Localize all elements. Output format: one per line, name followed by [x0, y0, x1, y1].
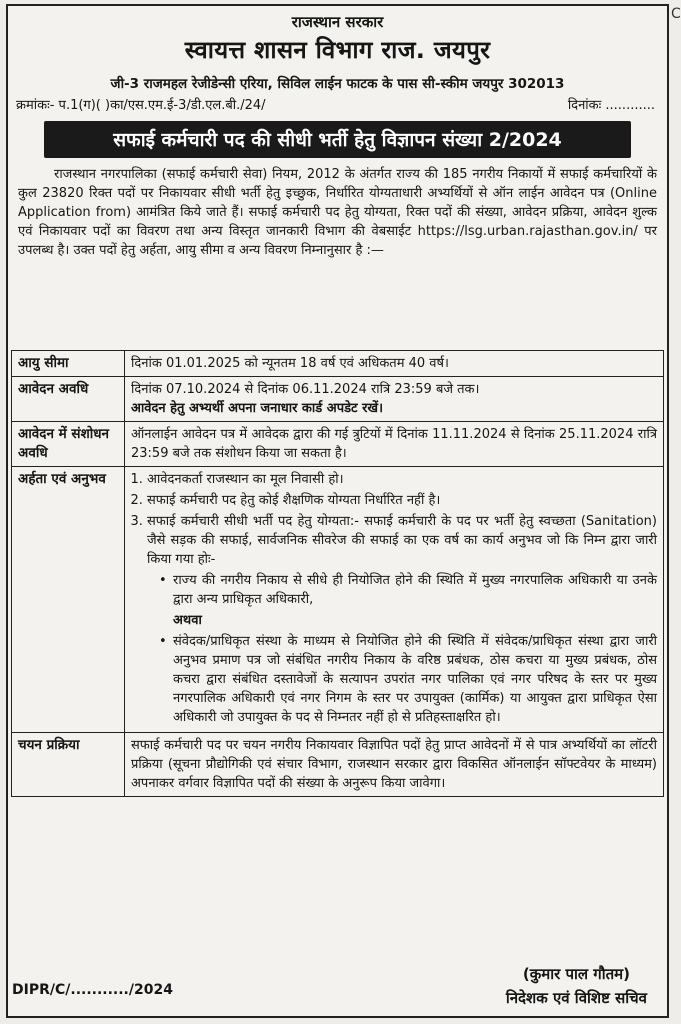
signature-block — [506, 962, 647, 1010]
reference-line — [8, 95, 667, 115]
reference-date: दिनांकः ............ — [567, 98, 655, 113]
age-label: आयु सीमा — [12, 351, 125, 377]
bullet-icon: • — [159, 634, 167, 649]
signatory-name: (कुमार पाल गौतम) — [522, 965, 630, 983]
correction-label: आवेदन में संशोधन अवधि — [12, 422, 125, 467]
table-row-eligibility — [12, 467, 664, 733]
period-cell — [125, 377, 664, 422]
table-row-correction — [12, 422, 664, 467]
list-item: 2. सफाई कर्मचारी पद हेतु कोई शैक्षणिक योग्यता निर्धारित नहीं है। — [147, 491, 657, 510]
edge-letter: C — [671, 6, 681, 22]
eligibility-list — [131, 470, 657, 727]
sub-list-item — [159, 632, 657, 727]
period-text: दिनांक 07.10.2024 से दिनांक 06.11.2024 रात्रि 23:59 बजे तक। — [131, 382, 480, 397]
list-item-text: सफाई कर्मचारी सीधी भर्ती पद हेतु योग्यता:- सफाई कर्मचारी के पद पर भर्ती हेतु स्वच्छता (Sanitation) जैसे सड़क की सफाई, सार्वजनिक सीवरेज की सफाई का एक वर्ष का कार्य अनुभव जो कि निम्न द्वारा जारी किया गया होः- — [147, 514, 657, 567]
list-item — [147, 512, 657, 727]
age-text: दिनांक 01.01.2025 को न्यूनतम 18 वर्ष एवं अधिकतम 40 वर्ष। — [125, 351, 664, 377]
signatory-title: निदेशक एवं विशिष्ट सचिव — [505, 989, 647, 1007]
advertisement-page — [6, 4, 669, 1018]
table-row-period — [12, 377, 664, 422]
sub-item-text: राज्य की नगरीय निकाय से सीधे ही नियोजित होने की स्थिति में मुख्य नगरपालिक अधिकारी या उनके द्वारा अन्य प्राधिकृत अधिकारी, — [173, 573, 657, 607]
eligibility-cell — [125, 467, 664, 733]
experience-sub-list — [147, 571, 657, 727]
office-address: जी-3 राजमहल रेजीडेन्सी एरिया, सिविल लाईन फाटक के पास सी-स्कीम जयपुर 302013 — [110, 76, 565, 92]
table-row-selection — [12, 733, 664, 797]
reference-number: क्रमांकः- प.1(ग)( )का/एस.एम.ई-3/डी.एल.बी./24/ — [16, 98, 266, 113]
selection-text: सफाई कर्मचारी पद पर चयन नगरीय निकायवार विज्ञापित पदों हेतु प्राप्त आवेदनों में से पात्र अभ्यर्थियों का लॉटरी प्रक्रिया (सूचना प्रौद्योगिकी एवं संचार विभाग, राजस्थान सरकार द्वारा विकसित ऑनलाईन सॉफ्टवेयर के माध्यम) अपनाकर वर्गवार विज्ञापित पदों की संख्या के अनुरूप किया जावेगा। — [125, 733, 664, 797]
sub-list-item — [159, 571, 657, 609]
department-heading: स्वायत्त शासन विभाग राज. जयपुर — [184, 36, 491, 64]
period-note: आवेदन हेतु अभ्यर्थी अपना जनाधार कार्ड अपडेट रखें। — [131, 401, 383, 416]
selection-label: चयन प्रक्रिया — [12, 733, 125, 797]
sub-item-text: संवेदक/प्राधिकृत संस्था के माध्यम से नियोजित होने की स्थिति में संवेदक/प्राधिकृत संस्था द्वारा जारी अनुभव प्रमाण पत्र जो संबंधित नगरीय निकाय के वरिष्ठ प्रबंधक, ठोस कचरा या मुख्य प्रबंधक, ठोस कचरा द्वारा संबंधित दस्तावेजों के सत्यापन उपरांत नगर पालिका एवं नगर परिषद के स्तर पर मुख्य नगरपालिक अधिकारी एवं नगर निगम के स्तर पर उपायुक्त (कार्मिक) या आयुक्त द्वारा प्राधिकृत ऐसा अधिकारी जो उपायुक्त के पद से निम्नतर नहीं हो से प्रतिहस्ताक्षरित हो। — [173, 634, 657, 725]
period-label: आवेदन अवधि — [12, 377, 125, 422]
dipr-number: DIPR/C/.........../2024 — [12, 982, 173, 998]
advertisement-title-banner: सफाई कर्मचारी पद की सीधी भर्ती हेतु विज्ञापन संख्या 2/2024 — [44, 121, 631, 158]
list-item: 1. आवेदनकर्ता राजस्थान का मूल निवासी हो। — [147, 470, 657, 489]
correction-text: ऑनलाईन आवेदन पत्र में आवेदक द्वारा की गई त्रुटियों में दिनांक 11.11.2024 से दिनांक 25.11.2024 रात्रि 23:59 बजे तक संशोधन किया जा सकता है। — [125, 422, 664, 467]
government-heading: राजस्थान सरकार — [291, 13, 384, 31]
bullet-icon: • — [159, 573, 167, 588]
or-separator: अथवा — [173, 613, 202, 628]
details-table — [11, 350, 664, 797]
intro-paragraph: राजस्थान नगरपालिका (सफाई कर्मचारी सेवा) नियम, 2012 के अंतर्गत राज्य की 185 नगरीय निकायों में सफाई कर्मचारियों के कुल 23820 रिक्त पदों पर निकायवार सीधी भर्ती हेतु इच्छुक, निर्धारित योग्यताधारी अभ्यर्थियों से ऑन लाईन आवेदन पत्र (Online Application from) आमंत्रित किये जाते हैं। सफाई कर्मचारी पद हेतु योग्यता, रिक्त पदों की संख्या, आवेदन प्रक्रिया, आवेदन शुल्क एवं निकायवार पदों का विवरण तथा अन्य विस्तृत जानकारी विभाग की वेबसाईट https://lsg.urban.rajasthan.gov.in/ पर उपलब्ध है। उक्त पदों हेतु अर्हता, आयु सीमा व अन्य विवरण निम्नानुसार है :— — [18, 167, 657, 258]
eligibility-label: अर्हता एवं अनुभव — [12, 467, 125, 733]
table-row-age — [12, 351, 664, 377]
